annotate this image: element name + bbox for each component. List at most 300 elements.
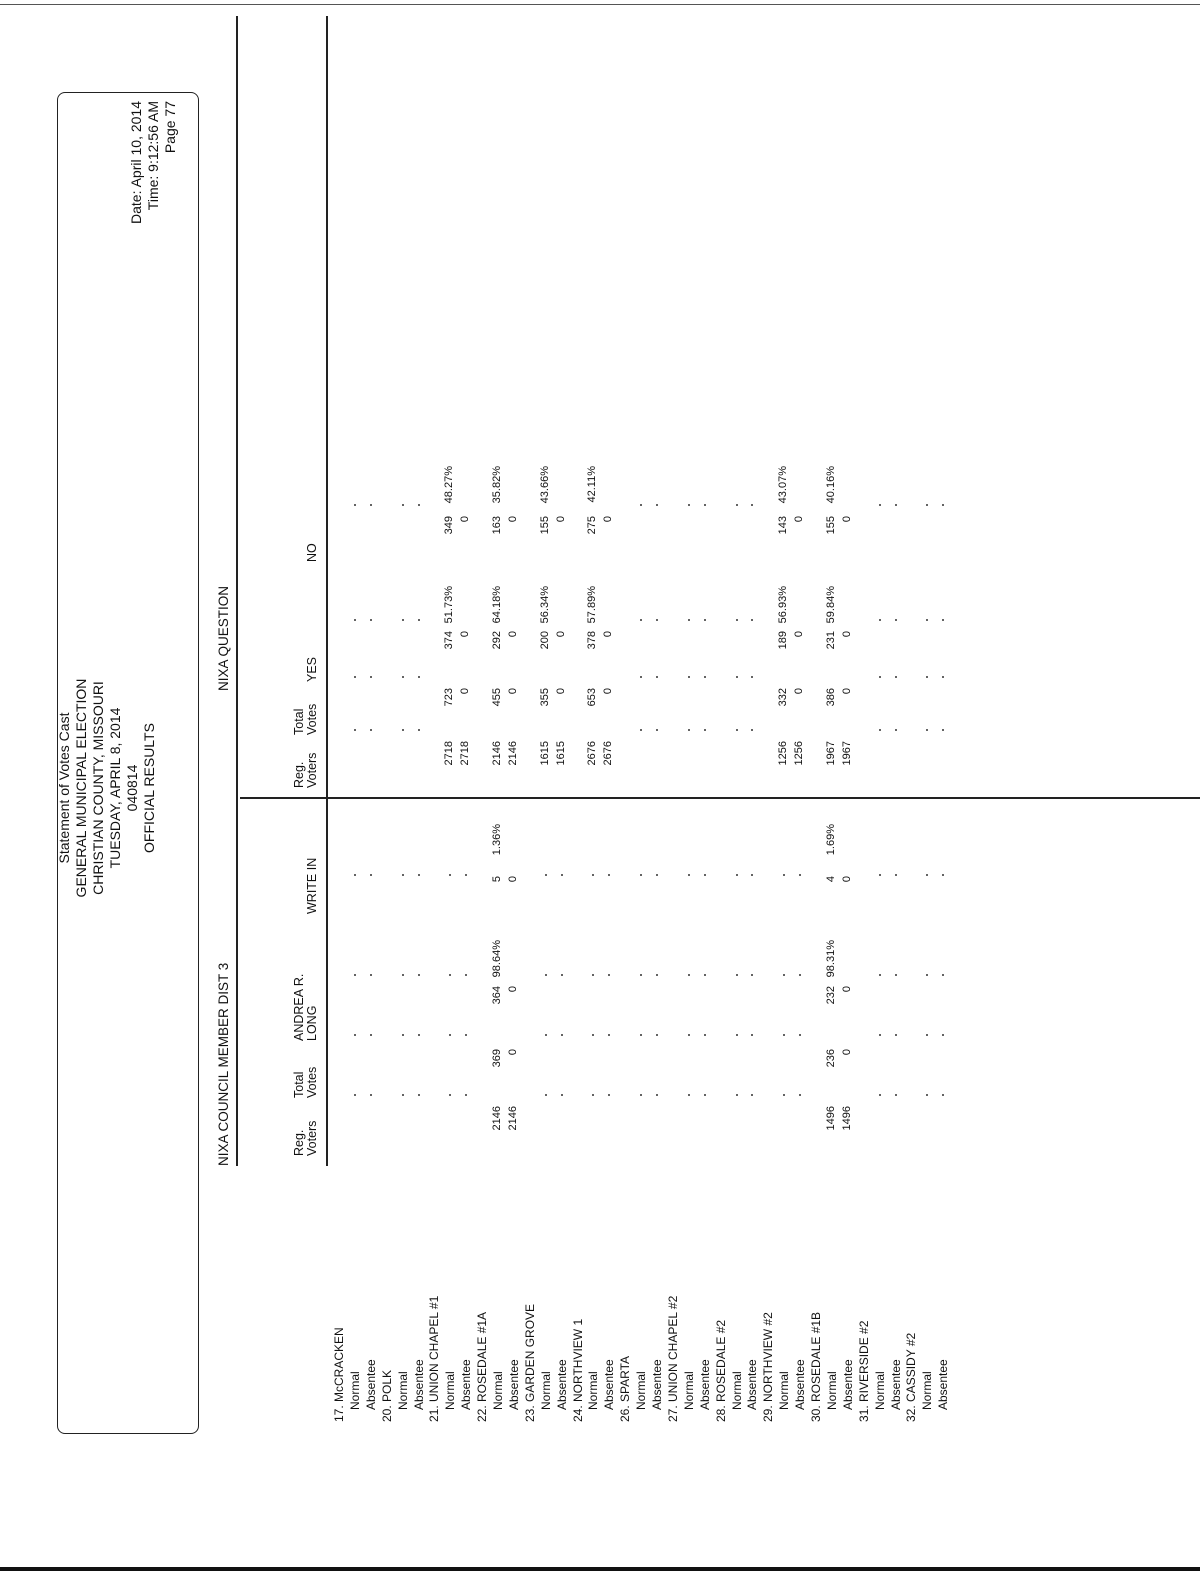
placeholder-dot	[656, 1034, 658, 1036]
c-cell: 1.69%	[824, 824, 837, 856]
q-cell: 42.11%	[586, 466, 599, 503]
precinct-subrow	[936, 122, 952, 1422]
header-bottom-rule	[326, 16, 328, 1166]
row-label: Absentee	[459, 1359, 474, 1410]
placeholder-dot	[640, 619, 642, 621]
report-title-line: 040814	[124, 764, 140, 812]
q-cell: 275	[586, 516, 599, 535]
placeholder-dot	[688, 874, 690, 876]
placeholder-dot	[783, 874, 785, 876]
placeholder-dot	[418, 974, 420, 976]
placeholder-dot	[449, 1034, 451, 1036]
council-section-title: NIXA COUNCIL MEMBER DIST 3	[216, 962, 231, 1166]
placeholder-dot	[751, 1094, 753, 1096]
row-label: 24. NORTHVIEW 1	[570, 1318, 585, 1422]
placeholder-dot	[942, 1034, 944, 1036]
placeholder-dot	[895, 729, 897, 731]
placeholder-dot	[879, 874, 881, 876]
placeholder-dot	[545, 1094, 547, 1096]
placeholder-dot	[879, 974, 881, 976]
placeholder-dot	[704, 676, 706, 678]
placeholder-dot	[370, 1094, 372, 1096]
placeholder-dot	[799, 874, 801, 876]
q-cell: 59.84%	[824, 586, 837, 624]
c-cell: 0	[506, 876, 519, 883]
placeholder-dot	[370, 1034, 372, 1036]
c-cell: 0	[506, 986, 519, 993]
row-label: Normal	[538, 1371, 553, 1410]
q-cell: 35.82%	[491, 466, 503, 504]
q-cell: 0	[554, 516, 567, 523]
q-cell: 43.07%	[777, 466, 790, 504]
precinct-subrow	[650, 122, 666, 1422]
precinct-subrow	[507, 122, 523, 1422]
placeholder-dot	[561, 1034, 563, 1036]
placeholder-dot	[402, 504, 404, 506]
c-cell: 2146	[491, 1106, 503, 1131]
placeholder-dot	[926, 729, 928, 731]
placeholder-dot	[370, 974, 372, 976]
q-cell: 723	[443, 688, 456, 707]
placeholder-dot	[656, 504, 658, 506]
row-label: Normal	[777, 1371, 792, 1410]
placeholder-dot	[751, 729, 753, 731]
q-cell: 2676	[586, 741, 599, 766]
precinct-subrow	[745, 122, 761, 1422]
c-cell: 5	[491, 876, 503, 883]
q-cell: 56.93%	[777, 586, 790, 624]
report-page: Page 77	[162, 101, 178, 154]
placeholder-dot	[370, 504, 372, 506]
row-label: Normal	[729, 1371, 744, 1410]
placeholder-dot	[942, 729, 944, 731]
precinct-subrow	[491, 122, 507, 1422]
placeholder-dot	[879, 729, 881, 731]
q-cell: 0	[793, 516, 806, 523]
row-label: 31. RIVERSIDE #2	[856, 1320, 871, 1422]
precinct-subrow	[443, 122, 459, 1422]
precinct-row	[904, 122, 920, 1422]
placeholder-dot	[736, 1034, 738, 1036]
placeholder-dot	[640, 874, 642, 876]
precinct-subrow	[364, 122, 380, 1422]
placeholder-dot	[656, 874, 658, 876]
placeholder-dot	[354, 504, 356, 506]
q-cell: 332	[777, 688, 790, 707]
placeholder-dot	[879, 1094, 881, 1096]
report-title-line: Statement of Votes Cast	[56, 712, 72, 864]
placeholder-dot	[704, 974, 706, 976]
placeholder-dot	[783, 1034, 785, 1036]
c-cell: 98.31%	[824, 940, 837, 978]
placeholder-dot	[354, 874, 356, 876]
placeholder-dot	[799, 1034, 801, 1036]
placeholder-dot	[418, 504, 420, 506]
placeholder-dot	[608, 974, 610, 976]
q-cell: 48.27%	[443, 466, 456, 504]
q-cell: 1615	[538, 741, 551, 766]
placeholder-dot	[449, 1094, 451, 1096]
placeholder-dot	[942, 974, 944, 976]
placeholder-dot	[465, 1034, 467, 1036]
placeholder-dot	[942, 619, 944, 621]
q-cell: 378	[586, 631, 599, 650]
question-no-header: NO	[305, 543, 319, 562]
precinct-row	[475, 122, 491, 1422]
precinct-row	[714, 122, 730, 1422]
row-label: Normal	[395, 1371, 410, 1410]
placeholder-dot	[926, 874, 928, 876]
placeholder-dot	[656, 729, 658, 731]
row-label: 30. ROSEDALE #1B	[809, 1311, 823, 1422]
placeholder-dot	[656, 1094, 658, 1096]
council-writein-header: WRITE IN	[305, 857, 319, 914]
precinct-subrow	[586, 122, 602, 1422]
placeholder-dot	[926, 1034, 928, 1036]
precinct-subrow	[825, 122, 841, 1422]
placeholder-dot	[592, 1094, 594, 1096]
c-cell: 232	[824, 986, 837, 1005]
precinct-subrow	[698, 122, 714, 1422]
placeholder-dot	[704, 1094, 706, 1096]
placeholder-dot	[465, 1094, 467, 1096]
c-cell: 236	[824, 1049, 837, 1068]
placeholder-dot	[751, 619, 753, 621]
q-cell: 355	[538, 688, 551, 707]
placeholder-dot	[926, 1094, 928, 1096]
placeholder-dot	[736, 504, 738, 506]
c-cell: 4	[824, 876, 837, 883]
c-cell: 0	[840, 986, 853, 993]
precinct-subrow	[793, 122, 809, 1422]
q-cell: 56.34%	[538, 586, 551, 624]
placeholder-dot	[465, 874, 467, 876]
placeholder-dot	[736, 874, 738, 876]
placeholder-dot	[418, 874, 420, 876]
precinct-row	[618, 122, 634, 1422]
precinct-subrow	[634, 122, 650, 1422]
placeholder-dot	[418, 1094, 420, 1096]
precinct-subrow	[730, 122, 746, 1422]
precinct-subrow	[555, 122, 571, 1422]
placeholder-dot	[751, 874, 753, 876]
placeholder-dot	[370, 619, 372, 621]
c-cell: 0	[840, 1049, 853, 1056]
placeholder-dot	[640, 1094, 642, 1096]
q-cell: 0	[554, 631, 567, 638]
q-cell: 143	[777, 516, 790, 535]
q-cell: 1256	[793, 741, 806, 766]
q-cell: 0	[459, 631, 472, 638]
row-label: Normal	[920, 1371, 935, 1410]
placeholder-dot	[879, 504, 881, 506]
row-label: Absentee	[363, 1359, 378, 1410]
q-cell: 200	[538, 631, 551, 650]
q-cell: 0	[459, 688, 472, 695]
precinct-subrow	[889, 122, 905, 1422]
placeholder-dot	[751, 974, 753, 976]
precinct-subrow	[459, 122, 475, 1422]
placeholder-dot	[449, 974, 451, 976]
placeholder-dot	[354, 729, 356, 731]
precinct-row	[857, 122, 873, 1422]
placeholder-dot	[895, 676, 897, 678]
q-cell: 0	[506, 688, 519, 695]
placeholder-dot	[751, 504, 753, 506]
placeholder-dot	[799, 1094, 801, 1096]
placeholder-dot	[640, 729, 642, 731]
q-cell: 0	[793, 688, 806, 695]
section-top-rule	[236, 16, 238, 1166]
placeholder-dot	[688, 1034, 690, 1036]
c-cell: 1.36%	[491, 824, 503, 856]
report-title-line: GENERAL MUNICIPAL ELECTION	[73, 678, 89, 898]
row-label: 20. POLK	[379, 1369, 394, 1422]
q-cell: 155	[824, 516, 837, 535]
row-label: Normal	[681, 1371, 696, 1410]
placeholder-dot	[354, 676, 356, 678]
precinct-subrow	[412, 122, 428, 1422]
placeholder-dot	[370, 729, 372, 731]
q-cell: 43.66%	[538, 466, 551, 504]
report-date: Date: April 10, 2014	[128, 101, 144, 224]
precinct-subrow	[841, 122, 857, 1422]
placeholder-dot	[926, 974, 928, 976]
precinct-subrow	[920, 122, 936, 1422]
placeholder-dot	[656, 619, 658, 621]
q-cell: 0	[602, 688, 615, 695]
row-label: Absentee	[554, 1359, 569, 1410]
placeholder-dot	[640, 504, 642, 506]
placeholder-dot	[608, 1034, 610, 1036]
placeholder-dot	[418, 619, 420, 621]
row-label: Absentee	[793, 1359, 808, 1410]
report-time: Time: 9:12:56 AM	[145, 101, 161, 211]
precinct-row	[571, 122, 587, 1422]
q-cell: 0	[506, 516, 519, 523]
c-cell: 1496	[824, 1106, 837, 1131]
row-label: Normal	[586, 1371, 601, 1410]
placeholder-dot	[704, 619, 706, 621]
council-reg-voters-header: Reg. Voters	[292, 1120, 319, 1156]
row-label: 28. ROSEDALE #2	[713, 1319, 728, 1422]
placeholder-dot	[656, 676, 658, 678]
q-cell: 51.73%	[443, 586, 456, 624]
placeholder-dot	[592, 1034, 594, 1036]
placeholder-dot	[418, 729, 420, 731]
placeholder-dot	[688, 619, 690, 621]
row-label: Absentee	[745, 1359, 760, 1410]
placeholder-dot	[688, 504, 690, 506]
q-cell: 653	[586, 688, 599, 707]
placeholder-dot	[688, 974, 690, 976]
precinct-row	[809, 122, 825, 1422]
question-reg-voters-header: Reg. Voters	[292, 752, 319, 788]
placeholder-dot	[751, 1034, 753, 1036]
row-label: 29. NORTHVIEW #2	[761, 1312, 776, 1422]
row-label: Normal	[824, 1371, 839, 1410]
placeholder-dot	[895, 874, 897, 876]
precinct-subrow	[682, 122, 698, 1422]
q-cell: 292	[491, 631, 503, 650]
placeholder-dot	[704, 1034, 706, 1036]
q-cell: 2146	[491, 741, 503, 766]
report-title-line: TUESDAY, APRIL 8, 2014	[107, 707, 123, 869]
placeholder-dot	[942, 874, 944, 876]
q-cell: 0	[840, 516, 853, 523]
placeholder-dot	[926, 676, 928, 678]
placeholder-dot	[799, 974, 801, 976]
row-label: 26. SPARTA	[618, 1355, 633, 1422]
placeholder-dot	[402, 729, 404, 731]
placeholder-dot	[545, 874, 547, 876]
placeholder-dot	[402, 874, 404, 876]
placeholder-dot	[688, 729, 690, 731]
placeholder-dot	[879, 676, 881, 678]
placeholder-dot	[561, 874, 563, 876]
report-title-line: OFFICIAL RESULTS	[141, 723, 157, 853]
placeholder-dot	[895, 974, 897, 976]
precinct-subrow	[348, 122, 364, 1422]
q-cell: 2676	[602, 741, 615, 766]
placeholder-dot	[561, 974, 563, 976]
row-label: Absentee	[506, 1359, 521, 1410]
row-label: 32. CASSIDY #2	[904, 1332, 919, 1422]
precinct-row	[761, 122, 777, 1422]
placeholder-dot	[354, 1094, 356, 1096]
row-label: 23. GARDEN GROVE	[522, 1303, 537, 1422]
placeholder-dot	[926, 619, 928, 621]
placeholder-dot	[402, 676, 404, 678]
row-label: 21. UNION CHAPEL #1	[427, 1295, 442, 1422]
placeholder-dot	[402, 1094, 404, 1096]
q-cell: 231	[824, 631, 837, 650]
precinct-subrow	[539, 122, 555, 1422]
q-cell: 0	[793, 631, 806, 638]
placeholder-dot	[736, 729, 738, 731]
row-label: Normal	[347, 1371, 362, 1410]
precinct-row	[666, 122, 682, 1422]
row-label: Normal	[634, 1371, 649, 1410]
placeholder-dot	[640, 676, 642, 678]
placeholder-dot	[418, 676, 420, 678]
placeholder-dot	[608, 1094, 610, 1096]
precinct-row	[523, 122, 539, 1422]
q-cell: 0	[602, 516, 615, 523]
placeholder-dot	[736, 676, 738, 678]
placeholder-dot	[783, 974, 785, 976]
precinct-row	[427, 122, 443, 1422]
placeholder-dot	[402, 1034, 404, 1036]
row-label: Absentee	[697, 1359, 712, 1410]
c-cell: 364	[491, 986, 503, 1005]
q-cell: 374	[443, 631, 456, 650]
council-candidate-header: ANDREA R. LONG	[292, 973, 319, 1041]
placeholder-dot	[418, 1034, 420, 1036]
placeholder-dot	[926, 504, 928, 506]
placeholder-dot	[354, 619, 356, 621]
c-cell: 0	[840, 876, 853, 883]
q-cell: 0	[840, 631, 853, 638]
q-cell: 2718	[443, 741, 456, 766]
placeholder-dot	[704, 874, 706, 876]
report-meta	[128, 101, 179, 286]
q-cell: 163	[491, 516, 503, 535]
row-label: Absentee	[411, 1359, 426, 1410]
placeholder-dot	[402, 974, 404, 976]
precinct-subrow	[873, 122, 889, 1422]
placeholder-dot	[736, 619, 738, 621]
q-cell: 0	[602, 631, 615, 638]
row-label: 17. McCRACKEN	[332, 1327, 346, 1422]
row-label: Absentee	[650, 1359, 664, 1410]
c-cell: 0	[506, 1049, 519, 1056]
row-label: 22. ROSEDALE #1A	[475, 1311, 490, 1422]
report-title-line: CHRISTIAN COUNTY, MISSOURI	[90, 681, 106, 895]
q-cell: 386	[824, 688, 837, 707]
row-label: Normal	[443, 1371, 458, 1410]
row-label: Absentee	[602, 1359, 617, 1410]
placeholder-dot	[449, 874, 451, 876]
question-section-title: NIXA QUESTION	[216, 585, 231, 691]
placeholder-dot	[895, 504, 897, 506]
placeholder-dot	[354, 1034, 356, 1036]
placeholder-dot	[704, 504, 706, 506]
c-cell: 2146	[506, 1106, 519, 1131]
placeholder-dot	[592, 874, 594, 876]
row-label: 27. UNION CHAPEL #2	[665, 1295, 680, 1422]
placeholder-dot	[942, 676, 944, 678]
q-cell: 2146	[506, 741, 519, 766]
precinct-row	[332, 122, 348, 1422]
placeholder-dot	[879, 1034, 881, 1036]
placeholder-dot	[688, 1094, 690, 1096]
c-cell: 369	[491, 1049, 503, 1068]
precinct-subrow	[396, 122, 412, 1422]
placeholder-dot	[688, 676, 690, 678]
placeholder-dot	[656, 974, 658, 976]
c-cell: 1496	[840, 1106, 853, 1131]
row-label: Absentee	[840, 1359, 855, 1410]
q-cell: 2718	[459, 741, 472, 766]
placeholder-dot	[640, 1034, 642, 1036]
q-cell: 0	[554, 688, 567, 695]
placeholder-dot	[751, 676, 753, 678]
placeholder-dot	[895, 1094, 897, 1096]
q-cell: 189	[777, 631, 790, 650]
question-total-votes-header: Total Votes	[292, 703, 319, 735]
q-cell: 1256	[777, 741, 790, 766]
row-label: Normal	[872, 1371, 887, 1410]
placeholder-dot	[545, 974, 547, 976]
placeholder-dot	[895, 619, 897, 621]
row-label: Absentee	[888, 1359, 903, 1410]
placeholder-dot	[465, 974, 467, 976]
q-cell: 1967	[840, 741, 853, 766]
q-cell: 57.89%	[586, 586, 599, 624]
q-cell: 0	[459, 516, 472, 523]
placeholder-dot	[592, 974, 594, 976]
q-cell: 40.16%	[824, 466, 837, 504]
question-yes-header: YES	[305, 656, 319, 682]
placeholder-dot	[736, 1094, 738, 1096]
q-cell: 0	[840, 688, 853, 695]
q-cell: 1967	[824, 741, 837, 766]
placeholder-dot	[608, 874, 610, 876]
placeholder-dot	[370, 874, 372, 876]
c-cell: 98.64%	[491, 940, 503, 978]
precinct-subrow	[602, 122, 618, 1422]
